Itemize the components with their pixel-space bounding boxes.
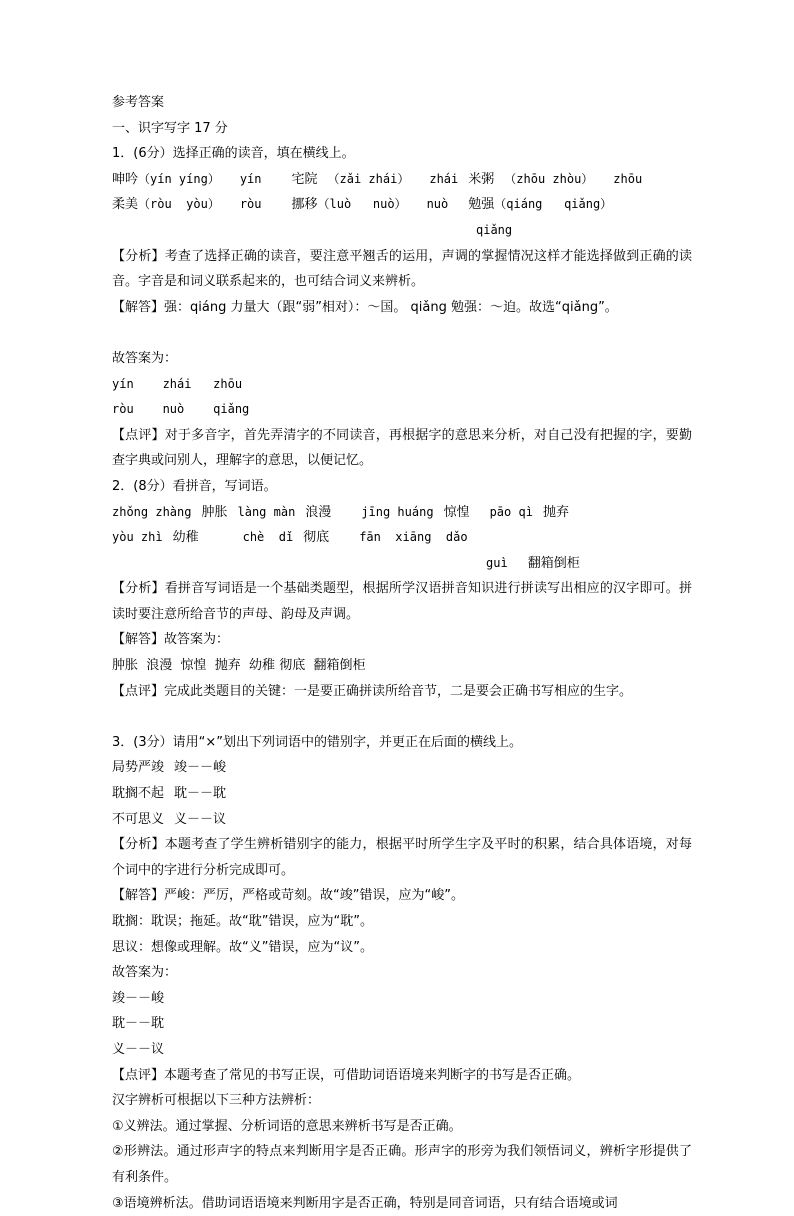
options: （qiáng qiǎng）: [494, 197, 613, 212]
word: 幼稚: [172, 530, 199, 546]
document-body: [112, 90, 692, 1216]
options: （ròu yòu）: [138, 197, 220, 212]
word: 柔美: [112, 197, 139, 213]
question-3-answer-line-1: 竣－－峻: [112, 990, 165, 1006]
word: 抛弃: [542, 504, 569, 520]
word: 宅院: [291, 171, 318, 187]
pinyin: pāo qì: [489, 504, 533, 519]
question-3-analysis: 【分析】本题考查了学生辨析错别字的能力，根据平时所学生字及平时的积累，结合具体语境，对每个词中的字进行分析完成即可。: [112, 837, 692, 878]
question-3-method-2: ②形辨法。通过形声字的特点来判断用字是否正确。形声字的形旁为我们领悟词义，辨析字形提供了有利条件。: [112, 1144, 692, 1185]
pinyin: guì: [486, 555, 508, 570]
question-3-correction-row-3: [112, 807, 692, 833]
question-3-solution-line-2: 耽搁：耽误；拖延。故“耽”错误，应为“耽”。: [112, 914, 373, 929]
question-2-pinyin-row-2: [112, 525, 692, 551]
question-2-pinyin-row-3: [112, 551, 692, 577]
question-1-answer-line-1: yín zhái zhōu: [112, 376, 243, 391]
question-3-method-intro: 汉字辨析可根据以下三种方法辨析：: [112, 1093, 321, 1109]
question-3-method-3: ③语境辨析法。借助词语语境来判断用字是否正确，特别是同音词语，只有结合语境或词: [112, 1195, 618, 1211]
pinyin: zhǒng zhàng: [112, 504, 192, 519]
pinyin: làng màn: [237, 504, 296, 519]
page-title: 参考答案: [112, 95, 165, 110]
pinyin: jīng huáng: [361, 504, 434, 519]
answer: ròu: [239, 197, 262, 212]
options: （zǎi zhái）: [327, 171, 410, 186]
question-2-solution: 【解答】故答案为：: [112, 632, 230, 648]
question-2-prompt: 2．(8分）看拼音，写词语。: [112, 478, 277, 494]
word: 米粥: [468, 171, 495, 187]
question-2-comment: 【点评】完成此类题目的关键：一是要正确拼读所给音节，二是要会正确书写相应的生字。: [112, 683, 633, 699]
word: 翻箱倒柜: [527, 555, 580, 571]
question-3-comment: 【点评】本题考查了常见的书写正误，可借助词语语境来判断字的书写是否正确。: [112, 1067, 581, 1083]
question-3-correction-row-2: [112, 781, 692, 807]
question-2-pinyin-row-1: [112, 500, 692, 526]
fix: 竣－－峻: [174, 760, 227, 776]
word: 呻吟: [112, 171, 139, 187]
question-2-analysis: 【分析】看拼音写词语是一个基础类题型，根据所学汉语拼音知识进行拼读写出相应的汉字即可。拼读时要注意所给音节的声母、韵母及声调。: [112, 581, 692, 622]
question-1-solution: 【解答】强：qiáng 力量大（跟“弱”相对）：～国。 qiǎng 勉强：～迫。故选“qiǎng”。: [112, 299, 618, 315]
pinyin: chè dǐ: [242, 530, 294, 545]
section-heading: 一、识字写字 17 分: [112, 120, 228, 136]
question-3-correction-row-1: [112, 755, 692, 781]
options: （zhōu zhòu）: [504, 171, 594, 186]
pinyin: yòu zhì: [112, 530, 163, 545]
question-1-answer-line-2: ròu nuò qiǎng: [112, 402, 250, 417]
question-3-answer-line-2: 耽－－耽: [112, 1016, 165, 1032]
word: 浪漫: [305, 504, 332, 520]
answer: zhái: [429, 171, 459, 186]
phrase: 耽搁不起: [112, 786, 165, 802]
word: 挪移: [291, 197, 318, 213]
question-1-analysis: 【分析】考查了选择正确的读音，要注意平翘舌的运用，声调的掌握情况这样才能选择做到正确的读音。字音是和词义联系起来的，也可结合词义来辨析。: [112, 248, 692, 290]
question-1-choice-row-2-answer: [112, 218, 692, 244]
options: （yín yíng）: [138, 171, 220, 186]
question-3-answer-label: 故答案为：: [112, 965, 178, 981]
word: 肿胀: [201, 504, 228, 520]
spacer: [112, 704, 692, 730]
answer: zhōu: [613, 171, 643, 186]
phrase: 局势严竣: [112, 760, 165, 776]
options: （luò nuò）: [317, 197, 407, 212]
answer: yín: [239, 171, 262, 186]
question-3-solution-line-3: 思议：想像或理解。故“义”错误，应为“议”。: [112, 939, 373, 955]
question-3-answer-line-3: 义－－议: [112, 1041, 165, 1057]
question-3-method-1: ①义辨法。通过掌握、分析词语的意思来辨析书写是否正确。: [112, 1118, 462, 1134]
question-1-answer-label: 故答案为：: [112, 350, 178, 366]
question-1-choice-row-1: [112, 167, 692, 193]
question-1-comment: 【点评】对于多音字，首先弄清字的不同读音，再根据字的意思来分析，对自己没有把握的字，要勤查字典或问别人，理解字的意思，以便记忆。: [112, 427, 692, 469]
word: 彻底: [303, 530, 330, 546]
answer: qiǎng: [476, 222, 513, 237]
spacer: [112, 320, 692, 346]
fix: 耽－－耽: [174, 786, 227, 802]
question-3-solution-line-1: 【解答】严峻：严厉，严格或苛刻。故“竣”错误，应为“峻”。: [112, 888, 464, 904]
phrase: 不可思义: [112, 811, 165, 827]
fix: 义－－议: [174, 811, 227, 827]
question-1-choice-row-2: [112, 192, 692, 218]
pinyin: fān xiāng dǎo: [359, 530, 468, 545]
answer: nuò: [426, 197, 449, 212]
question-3-prompt: 3．(3分）请用“×”划出下列词语中的错别字，并更正在后面的横线上。: [112, 734, 522, 750]
question-1-prompt: 1．(6分）选择正确的读音，填在横线上。: [112, 146, 355, 162]
question-2-answer-line: 肿胀 浪漫 惊惶 抛弃 幼稚 彻底 翻箱倒柜: [112, 658, 366, 674]
word: 勉强: [468, 197, 495, 213]
word: 惊惶: [443, 504, 470, 520]
